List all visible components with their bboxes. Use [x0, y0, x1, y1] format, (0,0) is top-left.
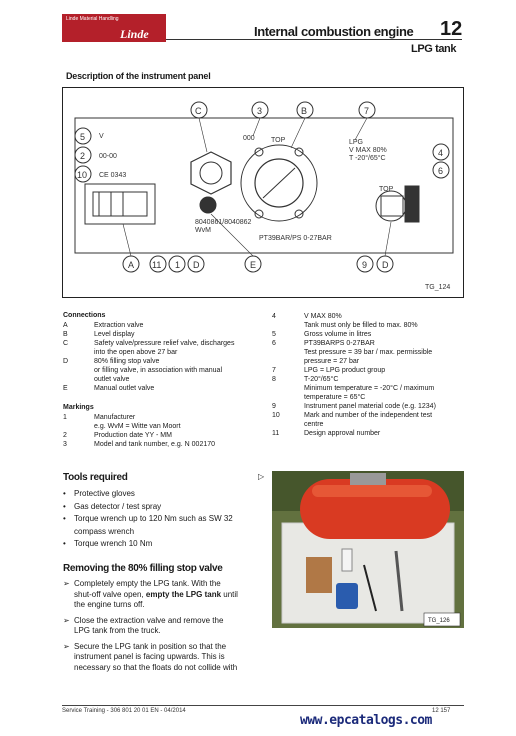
- list-key: D: [63, 358, 69, 365]
- list-row: [63, 440, 215, 449]
- list-key: C: [63, 340, 69, 347]
- tools-item-text: Gas detector / test spray: [74, 501, 162, 511]
- tools-marker: ▷: [258, 472, 265, 481]
- step-text: Completely empty the LPG tank. With the: [74, 579, 221, 588]
- arrow-icon: ➢: [63, 615, 70, 625]
- list-row: [272, 420, 436, 429]
- list-key: 3: [63, 441, 67, 448]
- list-row: [63, 348, 234, 357]
- bullet-icon: •: [63, 514, 66, 523]
- list-text: Tank must only be filled to max. 80%: [304, 322, 418, 329]
- list-row: [63, 413, 215, 422]
- bullet-icon: •: [63, 501, 66, 511]
- connections-heading: Connections: [63, 312, 106, 319]
- list-key: [272, 357, 304, 366]
- markings-right-list: [272, 312, 436, 438]
- removing-steps: [63, 579, 238, 673]
- brand-small-text: Linde Material Handling: [66, 16, 119, 22]
- step-emphasis: empty the LPG tank: [145, 589, 222, 599]
- connections-list: [63, 321, 234, 393]
- list-row: [272, 339, 436, 348]
- lpg-tank-photo: [272, 471, 464, 628]
- step-text: instrument panel is facing upwards. This is: [74, 652, 225, 661]
- manual-outlet-valve: [200, 197, 216, 213]
- list-text: Level display: [94, 331, 135, 338]
- list-row: [272, 312, 436, 321]
- arrow-icon: ➢: [63, 641, 70, 651]
- list-key: 9: [272, 403, 276, 410]
- bullet-icon: •: [63, 539, 66, 548]
- list-text: 80% filling stop valve: [94, 358, 160, 365]
- list-row: [272, 366, 436, 375]
- footer-text: Service Training - 306 801 20 01 EN - 04/2014: [62, 708, 186, 714]
- list-key: [63, 375, 94, 384]
- callout-9: 9: [362, 260, 368, 270]
- list-row: [63, 330, 234, 339]
- footer-rule: [62, 705, 464, 706]
- tools-item: [63, 501, 233, 514]
- bullet-icon: •: [63, 489, 66, 498]
- callout-b: B: [301, 106, 308, 116]
- step-text: until: [221, 589, 238, 599]
- extraction-valve: [85, 184, 155, 224]
- markings-heading: Markings: [63, 404, 94, 411]
- plate-text: 8040861/8040862: [195, 219, 252, 226]
- list-key: 5: [272, 331, 276, 338]
- section-title: Description of the instrument panel: [66, 71, 211, 81]
- tools-item-text: compass wrench: [74, 526, 135, 536]
- callout-a: A: [128, 260, 135, 270]
- photo-figure-ref: TG_126: [428, 618, 450, 624]
- list-text: Safety valve/pressure relief valve, discharges: [94, 340, 235, 347]
- list-row: [272, 384, 436, 393]
- page-title: Internal combustion engine: [254, 24, 414, 39]
- step-line: [63, 590, 238, 601]
- list-row: [272, 321, 436, 330]
- list-text: Instrument panel material code (e.g. 1234): [304, 403, 436, 410]
- list-text: Minimum temperature = -20°C / maximum: [304, 385, 435, 392]
- list-text: LPG = LPG product group: [304, 367, 386, 374]
- callout-e: E: [250, 260, 257, 270]
- figure-ref: TG_124: [425, 284, 451, 291]
- callout-7: 7: [364, 106, 370, 116]
- callout-5: 5: [80, 132, 86, 142]
- removing-heading: Removing the 80% filling stop valve: [63, 563, 223, 574]
- list-text: V MAX 80%: [304, 313, 342, 320]
- plate-text: V: [99, 133, 104, 140]
- list-key: A: [63, 322, 68, 329]
- markings-list: [63, 413, 215, 449]
- callout-3: 3: [257, 106, 263, 116]
- list-row: [272, 348, 436, 357]
- list-key: [63, 422, 94, 431]
- list-text: T-20°/65°C: [304, 376, 339, 383]
- list-text: Manufacturer: [94, 414, 136, 421]
- plate-text: TOP: [271, 137, 286, 144]
- tools-item: [63, 513, 233, 526]
- step-line: [63, 600, 238, 611]
- step-text: LPG tank from the truck.: [74, 626, 161, 635]
- tools-heading: Tools required: [63, 472, 128, 483]
- list-key: 11: [272, 430, 280, 437]
- list-row: [63, 422, 215, 431]
- list-row: [272, 411, 436, 420]
- plate-text: 00-00: [99, 153, 117, 160]
- step-text: Secure the LPG tank in position so that the: [74, 641, 227, 651]
- step-text: the engine turns off.: [74, 600, 145, 609]
- tools-list: [63, 488, 233, 551]
- list-text: Extraction valve: [94, 322, 144, 329]
- step-line: [63, 642, 238, 653]
- lpg-tank-illustration: [272, 471, 464, 628]
- list-text: e.g. WvM = Witte van Moort: [94, 423, 181, 430]
- instrument-panel-diagram: [62, 87, 464, 298]
- list-key: 10: [272, 412, 280, 419]
- list-key: [272, 420, 304, 429]
- list-key: [63, 366, 94, 375]
- list-row: [272, 429, 436, 438]
- step-line: [63, 616, 238, 627]
- page-subtitle: LPG tank: [411, 43, 457, 55]
- step-text: shut-off valve open,: [74, 589, 146, 599]
- arrow-icon: ➢: [63, 579, 70, 588]
- list-row: [272, 402, 436, 411]
- panel-outline: [75, 118, 453, 253]
- list-row: [63, 384, 234, 393]
- list-text: PT39BARPS 0-27BAR: [304, 340, 375, 347]
- callout-10: 10: [77, 170, 88, 180]
- list-row: [63, 366, 234, 375]
- list-key: [63, 348, 94, 357]
- list-key: [272, 393, 304, 402]
- plate-text: T -20°/65°C: [349, 155, 386, 162]
- callout-c: C: [195, 106, 202, 116]
- list-row: [63, 339, 234, 348]
- list-text: pressure = 27 bar: [304, 358, 360, 365]
- brand-logo: Linde: [120, 27, 149, 41]
- plate-text: 000: [243, 135, 255, 142]
- list-row: [63, 321, 234, 330]
- list-text: temperature = 65°C: [304, 394, 366, 401]
- list-key: [272, 384, 304, 393]
- list-row: [63, 375, 234, 384]
- list-text: Production date YY - MM: [94, 432, 172, 439]
- list-text: or filling valve, in association with manual: [94, 367, 223, 374]
- watermark: www.epcatalogs.com: [300, 713, 432, 728]
- plate-text: WvM: [195, 227, 211, 234]
- list-text: Test pressure = 39 bar / max. permissible: [304, 349, 433, 356]
- header-rule: [166, 39, 462, 40]
- plate-text: PT39BAR/PS 0-27BAR: [259, 235, 332, 242]
- list-row: [63, 431, 215, 440]
- list-row: [272, 393, 436, 402]
- step-line: [63, 652, 238, 663]
- list-row: [272, 357, 436, 366]
- list-key: B: [63, 331, 68, 338]
- list-text: Design approval number: [304, 430, 381, 437]
- plate-text: CE 0343: [99, 172, 127, 179]
- step-text: Close the extraction valve and remove the: [74, 615, 224, 625]
- step-text: necessary so that the floats do not collide with: [74, 662, 238, 672]
- callout-6: 6: [438, 166, 444, 176]
- list-key: [272, 348, 304, 357]
- list-key: 6: [272, 340, 276, 347]
- callout-11: 11: [152, 260, 162, 270]
- list-key: [272, 321, 304, 330]
- tools-item-text: Torque wrench up to 120 Nm such as SW 32: [74, 514, 233, 523]
- list-text: Mark and number of the independent test: [304, 412, 433, 419]
- list-key: 8: [272, 376, 276, 383]
- step-line: [63, 626, 238, 637]
- callout-4: 4: [438, 148, 444, 158]
- tools-item: [63, 526, 233, 539]
- safety-valve: [191, 152, 231, 194]
- plate-text: V MAX 80%: [349, 147, 387, 154]
- list-text: outlet valve: [94, 376, 130, 383]
- plate-text: LPG: [349, 139, 364, 146]
- list-row: [272, 330, 436, 339]
- instrument-panel-drawing: [63, 88, 465, 299]
- callout-1: 1: [175, 260, 181, 270]
- tools-item: [63, 538, 233, 551]
- list-key: 2: [63, 432, 67, 439]
- step-line: [63, 579, 238, 590]
- list-key: 4: [272, 313, 276, 320]
- tools-item-text: Protective gloves: [74, 489, 135, 498]
- list-key: E: [63, 385, 68, 392]
- list-text: centre: [304, 421, 324, 428]
- callout-d-left: D: [193, 260, 200, 270]
- list-row: [63, 357, 234, 366]
- list-key: 1: [63, 414, 67, 421]
- callout-d-right: D: [382, 260, 389, 270]
- tools-item: [63, 488, 233, 501]
- step-line: [63, 663, 238, 674]
- plate-text: TOP: [379, 186, 394, 193]
- list-text: Model and tank number, e.g. N 002170: [94, 441, 216, 448]
- chapter-number: 12: [440, 18, 463, 40]
- list-key: 7: [272, 367, 276, 374]
- list-text: Manual outlet valve: [94, 385, 155, 392]
- list-text: into the open above 27 bar: [94, 349, 178, 356]
- list-row: [272, 375, 436, 384]
- callout-2: 2: [80, 151, 86, 161]
- page-number: 12 157: [432, 708, 451, 714]
- tools-item-text: Torque wrench 10 Nm: [74, 539, 153, 548]
- list-text: Gross volume in litres: [304, 331, 372, 338]
